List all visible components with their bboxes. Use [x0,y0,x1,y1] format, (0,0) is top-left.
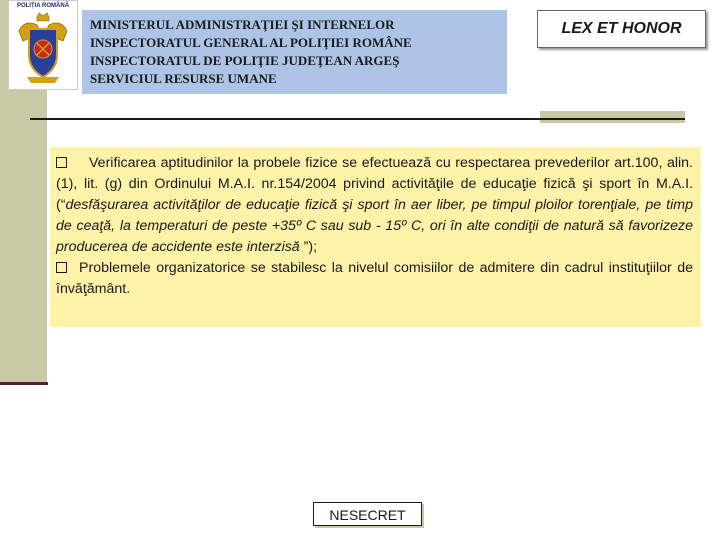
checkbox-bullet-icon [56,262,67,273]
institution-header [82,10,507,94]
checkbox-bullet-icon [56,157,67,168]
para2-text: Problemele organizatorice se stabilesc la nivelul comisiilor de admitere din cadrul instituţiilor de învăţământ. [56,260,693,297]
logo-caption: POLIȚIA ROMÂNĂ [16,3,70,9]
header-line-general-inspectorate: INSPECTORATUL GENERAL AL POLIŢIEI ROMÂNE [90,35,412,50]
separator-line [30,118,542,120]
separator-accent [540,111,685,123]
motto-box [537,10,706,48]
paragraph-organization [56,258,693,300]
motto-text: LEX ET HONOR [561,20,682,37]
coat-of-arms-icon [15,11,71,85]
para1-end: ”); [299,239,318,255]
classification-text: NESECRET [329,507,406,523]
content-panel [50,147,701,327]
para1-text: Verificarea aptitudinilor la probele fizice se efectuează cu respectarea prevederilor art.100, alin. (1), lit. (g) din Ordinului M.A.I. nr.154/2004 privind activităţile de educaţie fizică şi sport în M.A.I. (“ [56,155,693,213]
police-logo [8,0,78,90]
paragraph-physical-tests [56,153,693,258]
left-band-underline [0,382,48,385]
separator-accent-line [540,118,685,120]
para1-quote: desfăşurarea activităţilor de educaţie fizică şi sport în aer liber, pe timpul ploilor torenţiale, pe timp de ceaţă, la temperaturi de peste +35º C sau sub - 15º C, ori în alte condiţii de natură să favorizeze producerea de accidente este interzisă [56,197,693,255]
header-line-service: SERVICIUL RESURSE UMANE [90,71,277,86]
classification-label [313,502,422,526]
header-line-county-inspectorate: INSPECTORATUL DE POLIŢIE JUDEŢEAN ARGEŞ [90,53,400,68]
header-line-ministry: MINISTERUL ADMINISTRAŢIEI ŞI INTERNELOR [90,17,395,32]
